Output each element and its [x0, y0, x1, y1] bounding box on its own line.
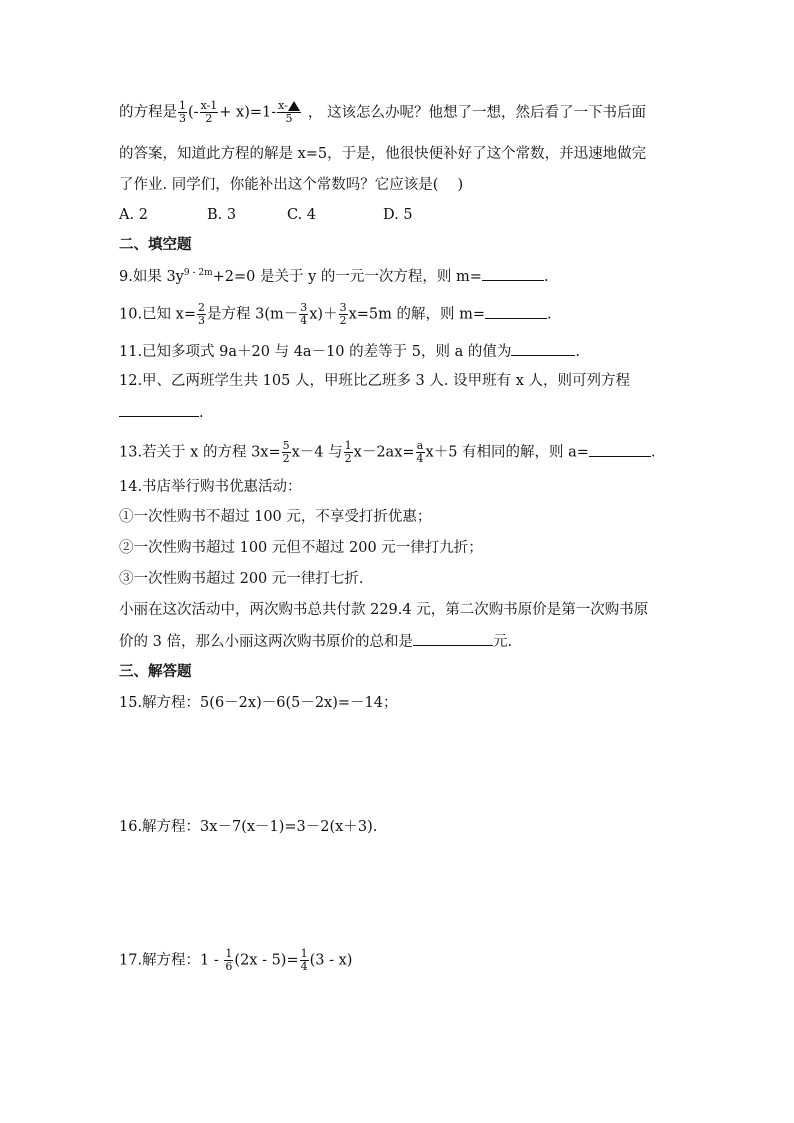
fraction: $\frac{1}{6}$: [225, 947, 233, 973]
q13: 13.若关于 x 的方程 3x= $\frac{5}{2}$ x－4 与 $\frac{1}{2}$ x－2ax= $\frac{a}{4}$ x＋5 有相同的解，则 a= .: [119, 439, 656, 465]
q14-line-2: 价的 3 倍，那么小丽这两次购书原价的总和是 元.: [119, 631, 512, 652]
q14-rule-3: ③一次性购书超过 200 元一律打七折.: [119, 571, 364, 587]
fraction: $\frac{2}{3}$: [198, 301, 205, 327]
section-title-fill-in: 二、填空题: [119, 237, 192, 253]
q9: 9.如果 $3y^{9 - 2m}+2=0$ 是关于 y 的一元一次方程，则 m= .: [119, 268, 549, 285]
fraction: $\frac{a}{4}$: [416, 439, 424, 465]
fraction: $\frac{3}{2}$: [339, 301, 347, 327]
option-c: C. 4: [287, 207, 317, 223]
q12: 12.甲、乙两班学生共 105 人，甲班比乙班多 3 人. 设甲班有 x 人，则可列方程: [119, 373, 631, 389]
fraction: $\frac{1}{3}$: [179, 99, 186, 125]
q8-options: [119, 205, 413, 225]
q16: 16.解方程：3x－7(x－1)=3－2(x＋3).: [119, 819, 378, 835]
fraction: $\frac{5}{2}$: [282, 439, 290, 465]
answer-blank[interactable]: [119, 402, 199, 417]
option-a: A. 2: [119, 207, 148, 223]
answer-blank[interactable]: [511, 341, 575, 356]
q15: 15.解方程：5(6－2x)－6(5－2x)=－14；: [119, 695, 398, 711]
answer-blank[interactable]: [413, 631, 493, 646]
q14-line-1: 小丽在这次活动中，两次购书总共付款 229.4 元，第二次购书原价是第一次购书原: [119, 602, 649, 618]
fraction: $\frac{x-}{5}$: [277, 100, 301, 125]
option-d: D. 5: [383, 207, 413, 223]
q12-answer: .: [119, 402, 204, 423]
answer-blank[interactable]: [482, 266, 544, 281]
section-title-solve: 三、解答题: [119, 664, 192, 680]
q14-rule-2: ②一次性购书超过 100 元但不超过 200 元一律打九折；: [119, 540, 483, 556]
q8-line1: 的方程是 $\frac{1}{3}$ (- $\frac{x-1}{2}$ + x)=1- $\frac{x-}{5}$ ， 这该怎么办呢？他想了一想，然后看了一下书后面: [119, 99, 647, 125]
option-b: B. 3: [207, 207, 237, 223]
q14-title: 14.书店举行购书优惠活动：: [119, 479, 302, 495]
answer-blank[interactable]: [589, 442, 651, 457]
fraction: $\frac{x-1}{2}$: [200, 99, 218, 125]
q8-line3: 了作业. 同学们，你能补出这个常数吗？它应该是( ): [119, 177, 464, 193]
q11: 11.已知多项式 9a＋20 与 4a－10 的差等于 5，则 a 的值为 .: [119, 341, 580, 362]
fraction: $\frac{1}{4}$: [300, 947, 308, 973]
q8-line2: 的答案，知道此方程的解是 x=5，于是，他很快便补好了这个常数，并迅速地做完: [119, 146, 647, 162]
answer-blank[interactable]: [485, 304, 547, 319]
q17: 17.解方程：1 - $\frac{1}{6}$ (2x - 5)= $\frac{1}{4}$ (3 - x): [119, 947, 353, 973]
triangle-icon: [288, 101, 300, 111]
q10: 10.已知 x= $\frac{2}{3}$ 是方程 3(m－ $\frac{3}{4}$ x)＋ $\frac{3}{2}$ x=5m 的解，则 m= .: [119, 301, 552, 327]
fraction: $\frac{3}{4}$: [300, 301, 308, 327]
q14-rule-1: ①一次性购书不超过 100 元，不享受打折优惠；: [119, 509, 432, 525]
fraction: $\frac{1}{2}$: [344, 439, 352, 465]
